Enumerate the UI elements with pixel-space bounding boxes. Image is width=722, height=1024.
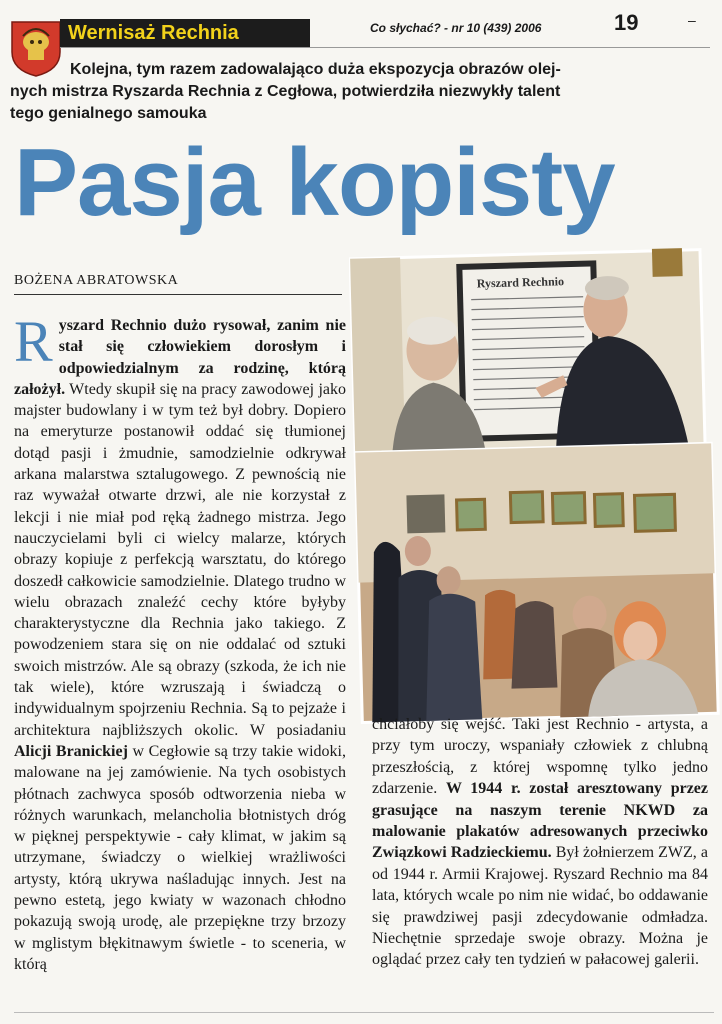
intro-bold: yszard Rechnio dużo rysował, zanim nie stał się człowiekiem dorosłym i odpowiedzialnym za rodzinę, którą założył. [14,317,346,398]
photo-top [350,248,705,469]
lead-line-3: tego genialnego samouka [10,105,207,122]
photo-bottom [355,443,718,722]
person-name: Alicji Branickiej [14,742,128,760]
page-number: 19 [614,10,639,35]
headline: Pasja kopisty [14,129,615,236]
issue-info: Co słychać? - nr 10 (439) 2006 [370,21,542,35]
poster-title: Ryszard Rechnio [476,274,565,291]
article-column-left [14,309,347,975]
article-column-right [372,714,708,971]
paragraph-text: Wtedy skupił się na pracy zawodowej jako majster budowlany i w tym też był dobry. Dopiero na emeryturze postanowił oddać się tłumionej dotąd pasji i żmudnie, samodzielnie odkrywał arkana malarstwa sztalugowego. Z pewnością nie raz wyważał otwarte drzwi, ale nie korzystał z lekcji i nie miał pod ręką żadnego mistrza. Jego nauczycielami byli ci wielcy malarze, których obrazy kopiuje z perfekcją warsztatu, do którego doszedł całkowicie samodzielnie. Dlatego trudno w wielu obrazach znaleźć cechy które byłyby charakterystyczne dla Rechnia jako takiego. Z powodzeniem stara się on nie oddalać od sztuki swoich mistrzów. Ale są obrazy (szkoda, że ich nie tak wiele), które wzruszają i świadczą o indywidualnym spojrzeniu Rechnia. Są to pejzaże i architektura najbliższych okolic. W posiadaniu [14,380,346,739]
arrest-note: W 1944 r. został aresztowany przez grasujące na naszym terenie NKWD za malowanie plakatów adresowanych przeciwko Związkowi Radzieckiemu. [372,780,708,862]
exhibition-photos [349,248,721,724]
paragraph-text: chciałoby się wejść. Taki jest Rechnio - artysta, a przy tym uroczy, wspaniały człowiek z chlubną przeszłością, z której wspomnę tylko jedno zdarzenie. [372,716,708,798]
section-title: Wernisaż Rechnia [68,22,239,44]
paragraph-text: w Cegłowie są trzy takie widoki, malowane na jej zamówienie. Na tych osobistych płótnach zachwyca sposób odtworzenia nieba w różnych warunkach, melancholia błotnistych dróg w pięknej perspektywie - cały klimat, w jakim są utrzymane, świadczy o wielkiej wrażliwości artysty, którą ukrywa naśladując innych. Jest na pewno estetą, jego kwiaty w wazonach chłodno pokazują swoją urodę, ale przepiękne trzy brzozy w mglistym błękitnawym świetle - to sceneria, w którą [14,742,347,973]
header-dash: – [688,12,696,28]
article-lead [10,59,710,125]
drop-cap: R [14,309,53,374]
paragraph-text: Był żołnierzem ZWZ, a od 1944 r. Armii Krajowej. Ryszard Rechnio ma 84 lata, których wcale po nim nie widać, bo oddawanie się prawdziwej pasji zdecydowanie odmładza. Niechętnie sprzedaje swoje obrazy. Można je oglądać przez cały ten tydzień w pałacowej galerii. [372,844,709,969]
page-bottom-rule [14,1012,714,1013]
header-rule [60,47,710,48]
lead-line-1: Kolejna, tym razem zadowalająco duża ekspozycja obrazów olej- [70,61,561,78]
byline-rule [14,294,342,295]
byline: BOŻENA ABRATOWSKA [14,273,179,288]
lead-line-2: nych mistrza Ryszarda Rechnia z Cegłowa, potwierdziła niezwykły talent [10,83,561,100]
